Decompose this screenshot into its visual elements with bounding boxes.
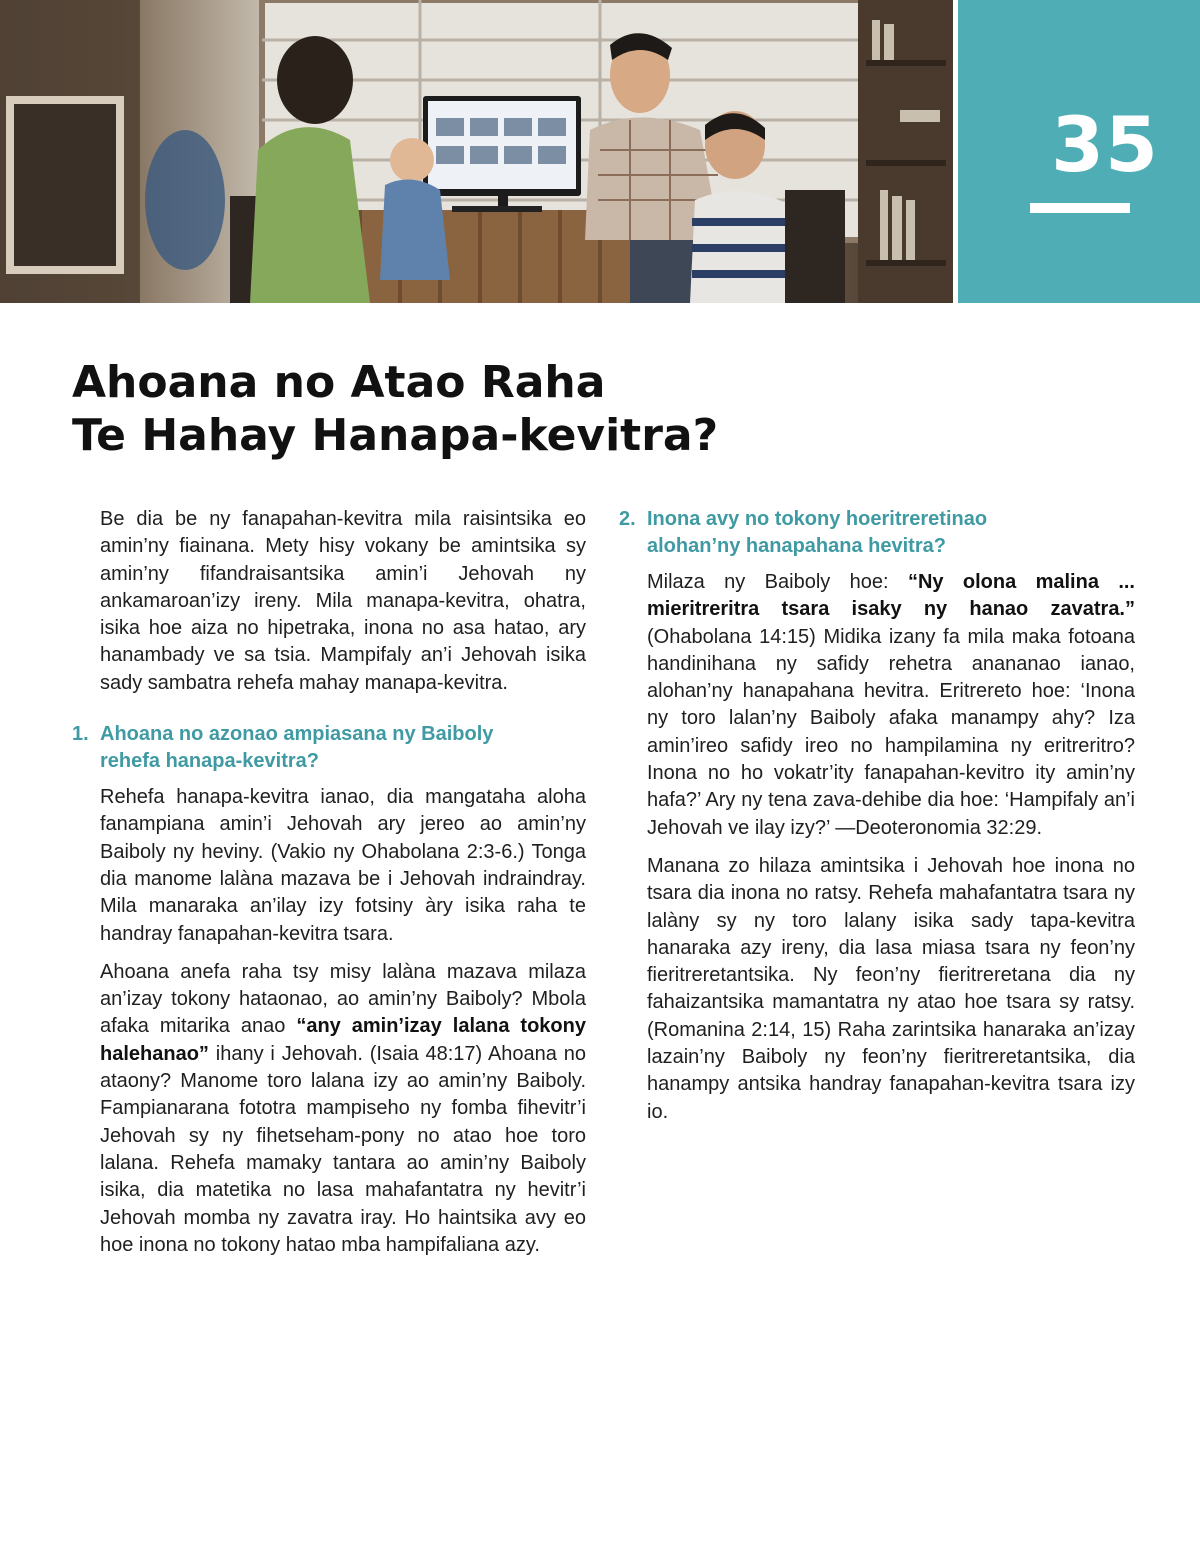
section-1-number: 1. [72, 723, 89, 746]
chapter-badge [958, 0, 1200, 303]
section-2-paragraph-2: Manana zo hilaza amintsika i Jehovah hoe inona no tsara dia inona no ratsy. Rehefa mahafantatra tsara ny lalàny sy ny toro lalany isika sady tapa-kevitra hanaraka azy ireny, dia lasa miasa tsara ny feon’ny fieritreretantsika. Ny feon’ny fieritreretana dia ny fahaizantsika mamantatra ny atao hoe tsara sy ratsy. (Romanina 2:14, 15) Raha zarintsika hanaraka an’izay lazain’ny Baiboly ny feon’ny fieritreretantsika, dia hanampy antsika handray fanapahan-kevitra tsara izy io. [647, 854, 1135, 1123]
page-title [72, 356, 972, 462]
title-line-1: Ahoana no Atao Raha [72, 357, 606, 408]
section-2-paragraph-1 [647, 569, 1135, 842]
header-photo [0, 0, 953, 303]
section-2-p1-text-b: (Ohabolana 14:15) Midika izany fa mila maka fotoana handinihana ny safidy rehetra anananao ianao, alohan’ny hanapahana hevitra. Eritrereto hoe: ‘Inona ny toro lalan’ny Baiboly afaka manampy ahy? Iza amin’ireo safidy ireo no hampilamina ny eritreritro? Inona no ho vokatr’ity fanapahan-kevitro ity amin’ny hafa?’ Ary ny tena zava-dehibe dia hoe: ‘Hampifaly an’i Jehovah ve ilay izy?’ —Deoteronomia 32:29. [647, 625, 1135, 839]
title-line-2: Te Hahay Hanapa-kevitra? [72, 410, 719, 461]
section-2-number: 2. [619, 508, 636, 530]
chapter-underline [1030, 203, 1130, 213]
intro-paragraph: Be dia be ny fanapahan-kevitra mila raisintsika eo amin’ny fiainana. Mety hisy vokany be amintsika sy amin’ny fifandraisantsika amin’i Jehovah ny ankamaroan’izy ireny. Mila manapa-kevitra, ohatra, isika hoe aiza no hipetraka, inona no asa hatao, ary hanambady ve sa tsia. Mampifaly an’i Jehovah isika sady sambatra rehefa mahay manapa-kevitra. [100, 508, 586, 694]
section-1-p2-quote: “any amin’izay lalana tokony halehanao” [100, 1015, 586, 1065]
chapter-number: 35 [1051, 100, 1159, 189]
section-2-p1-quote: “Ny olona malina ... mieritreritra tsara isaky ny hanao zavatra.” [647, 571, 1135, 621]
section-1-heading-line-2: rehefa hanapa-kevitra? [100, 750, 319, 773]
section-2-heading [619, 506, 1135, 560]
section-1-paragraph-2 [100, 959, 586, 1259]
section-2-heading-line-1: Inona avy no tokony hoeritreretinao [647, 508, 988, 530]
left-column [72, 506, 586, 1270]
section-2-p1-text-a: Milaza ny Baiboly hoe: [647, 571, 908, 593]
section-1-p2-text-b: ihany i Jehovah. (Isaia 48:17) Ahoana no ataony? Manome toro lalana izy ao amin’ny Baiboly. Fampianarana fototra mampiseho ny fomba fihevitr’i Jehovah sy ny fihetseham-pony no atao hoe toro lalana. Rehefa mamaky tantara ao amin’ny Baiboly isika, dia matetika no lasa mahafantatra ny hevitr’i Jehovah momba ny zavatra iray. Ho haintsika avy eo hoe inona no tokony hatao mba hampifaliana azy. [100, 1042, 586, 1256]
section-1-p2-text-a: Ahoana anefa raha tsy misy lalàna mazava milaza an’izay tokony hataonao, ao amin’ny Baiboly? Mbola afaka mitarika anao [100, 960, 586, 1038]
section-1-heading-line-1: Ahoana no azonao ampiasana ny Baiboly [100, 723, 494, 746]
section-1-paragraph-1: Rehefa hanapa-kevitra ianao, dia mangataha aloha fanampiana amin’i Jehovah ary jereo ao amin’ny Baiboly ny heviny. (Vakio ny Ohabolana 2:3-6.) Tonga dia manome lalàna mazava be i Jehovah indraindray. Mila manaraka an’ilay izy fotsiny àry isika raha te handray fanapahan-kevitra tsara. [100, 786, 586, 945]
section-2-heading-line-2: alohan’ny hanapahana hevitra? [647, 535, 946, 557]
right-column [619, 506, 1135, 1137]
section-1-heading [72, 721, 586, 775]
